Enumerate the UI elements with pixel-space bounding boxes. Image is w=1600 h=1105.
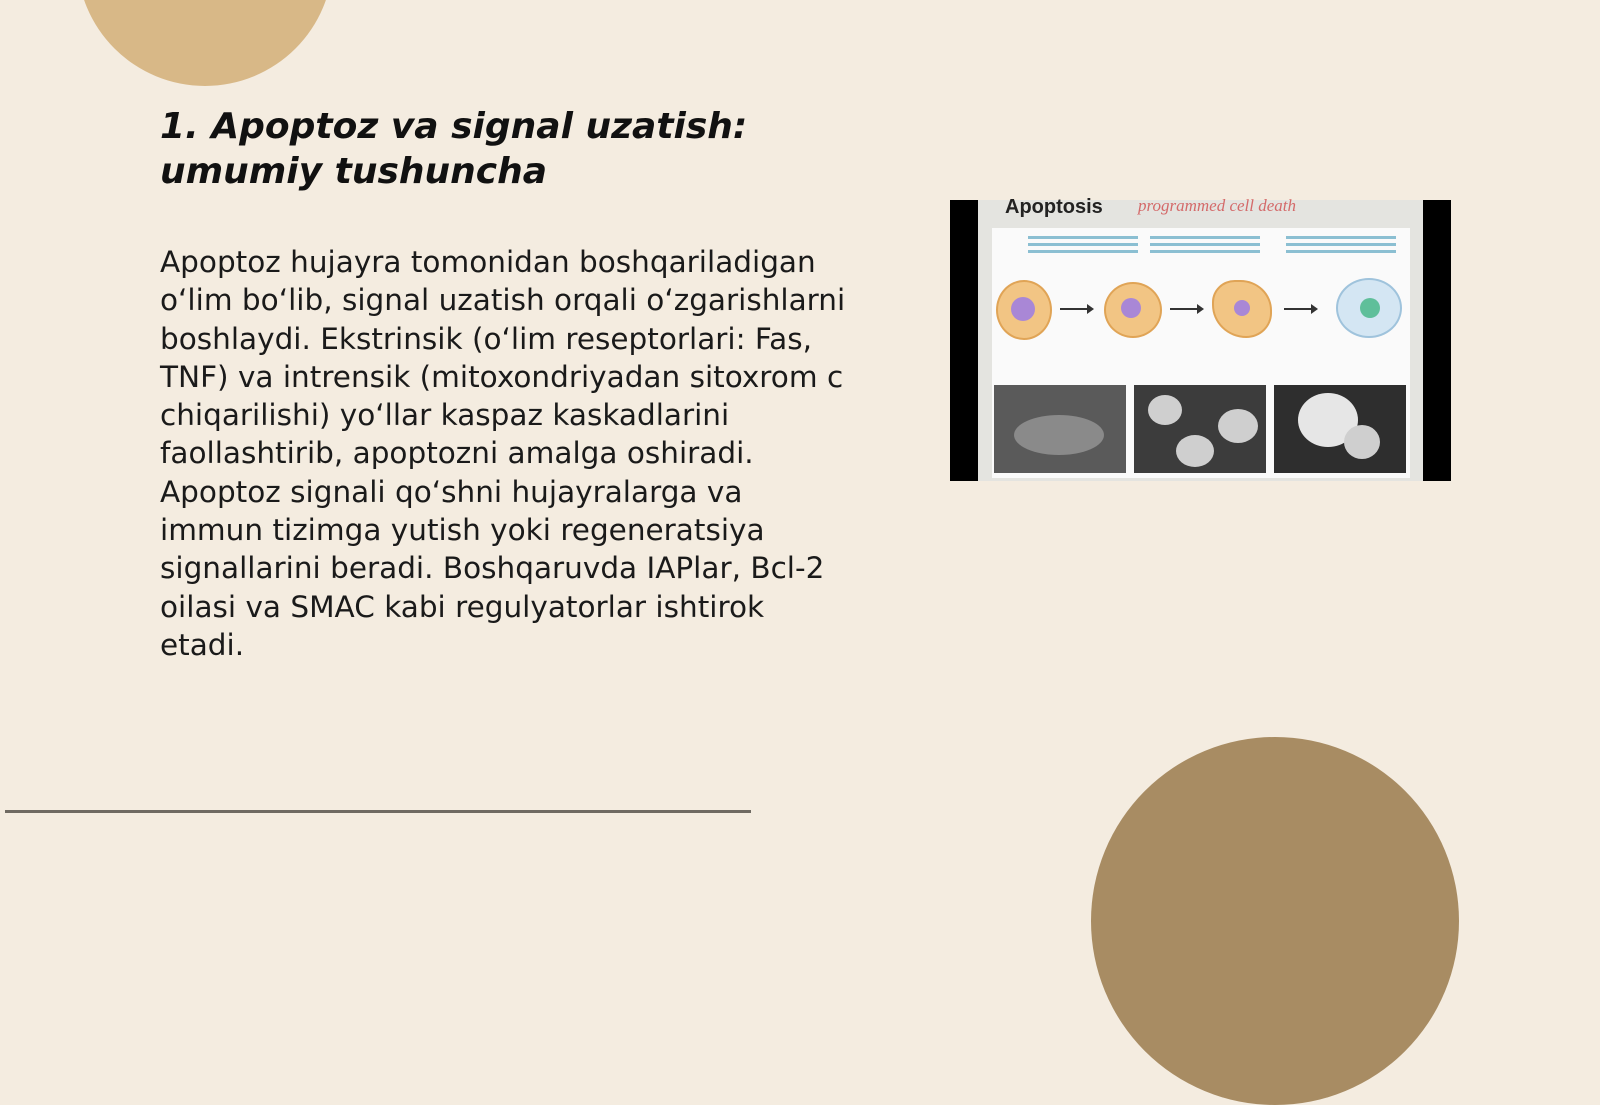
figure-step-1-caption	[1028, 232, 1138, 268]
cell-shrinking	[1104, 282, 1162, 338]
arrow-1	[1060, 308, 1092, 310]
figure-handwritten-note: programmed cell death	[1138, 196, 1297, 215]
arrow-2	[1170, 308, 1202, 310]
decorative-circle-bottom	[1091, 737, 1459, 1105]
micrograph-d	[1274, 385, 1406, 473]
figure-heading: Apoptosis	[1005, 196, 1103, 218]
micrograph-b	[994, 385, 1126, 473]
figure-step-3-caption	[1286, 232, 1396, 268]
slide-title: 1. Apoptoz va signal uzatish: umumiy tushuncha	[160, 106, 748, 192]
cell-normal	[996, 280, 1052, 340]
slide-body-text: Apoptoz hujayra tomonidan boshqariladigan o‘lim bo‘lib, signal uzatish orqali o‘zgarishlarni boshlaydi. Ekstrinsik (o‘lim reseptorlari: Fas, TNF) va intrensik (mitoxondriyadan sitoxrom c chiqarilishi) yo‘llar kaspaz kaskadlarini faollashtirib, apoptozni amalga oshiradi. Apoptoz signali qo‘shni hujayralarga va immun tizimga yutish yoki regeneratsiya signallarini beradi. Boshqaruvda IAPlar, Bcl-2 oilasi va SMAC kabi regulyatorlar ishtirok etadi.	[160, 245, 846, 662]
figure-slide	[978, 196, 1423, 481]
horizontal-divider	[5, 810, 751, 813]
cell-blebbing	[1212, 280, 1272, 338]
apoptosis-figure-image	[950, 196, 1451, 481]
figure-step-2-caption	[1150, 232, 1260, 268]
micrograph-c	[1134, 385, 1266, 473]
arrow-3	[1284, 308, 1316, 310]
figure-diagram-panel	[992, 228, 1410, 478]
phagocyte-cell	[1336, 278, 1402, 338]
decorative-circle-top	[77, 0, 333, 86]
